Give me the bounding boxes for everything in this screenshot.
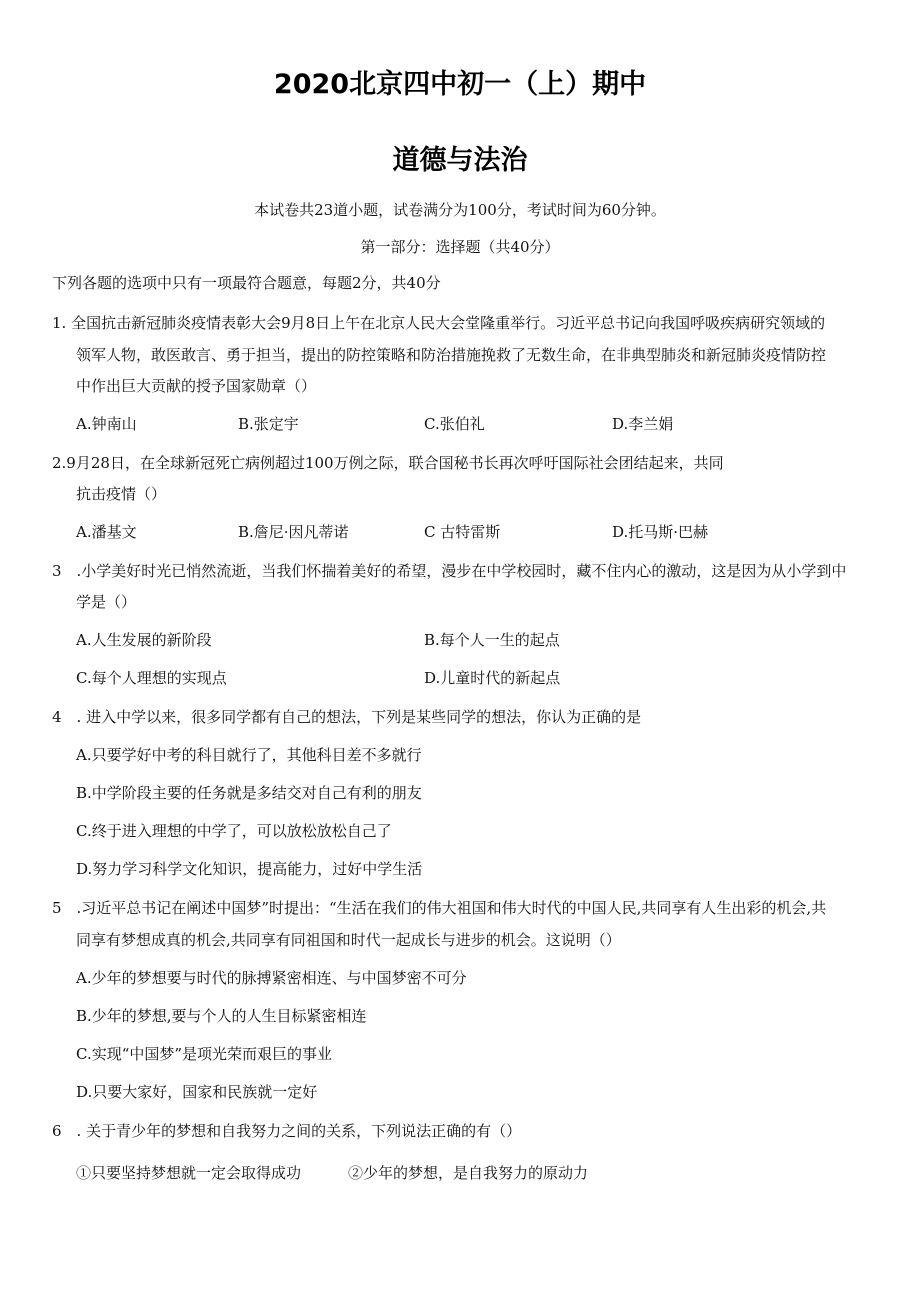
option-a: A.钟南山	[76, 415, 137, 433]
part-heading: 第一部分：选择题（共40分）	[360, 238, 560, 256]
question-line: 1. 全国抗击新冠肺炎疫情表彰大会9月8日上午在北京人民大会堂隆重举行。习近平总书记向我国呼吸疾病研究领域的	[52, 314, 826, 332]
option-d: D.李兰娟	[612, 415, 674, 433]
option-a: A.少年的梦想要与时代的脉搏紧密相连、与中国梦密不可分	[76, 969, 467, 987]
statement-2: ②少年的梦想，是自我努力的原动力	[348, 1164, 589, 1182]
option-d: D.托马斯·巴赫	[612, 523, 709, 541]
option-a: A.人生发展的新阶段	[76, 631, 212, 649]
option-d: D.努力学习科学文化知识，提高能力，过好中学生活	[76, 860, 423, 878]
exam-note: 本试卷共23道小题，试卷满分为100分，考试时间为60分钟。	[254, 201, 666, 219]
question-line: 抗击疫情（）	[76, 485, 167, 503]
option-c: C.终于进入理想的中学了，可以放松放松自己了	[76, 822, 392, 840]
question-line: 5 .习近平总书记在阐述中国梦”时提出：“生活在我们的伟大祖国和伟大时代的中国人民,共同享有人生出彩的机会,共	[52, 899, 827, 917]
option-b: B.每个人一生的起点	[424, 631, 560, 649]
option-c: C.实现“中国梦”是项光荣而艰巨的事业	[76, 1045, 333, 1063]
question-line: 学是（）	[76, 593, 137, 611]
instruction: 下列各题的选项中只有一项最符合题意，每题2分，共40分	[52, 274, 441, 292]
question-line: 领军人物，敢医敢言、勇于担当，提出的防控策略和防治措施挽救了无数生命，在非典型肺炎和新冠肺炎疫情防控	[76, 346, 827, 364]
question-line: 3 .小学美好时光已悄然流逝，当我们怀揣着美好的希望，漫步在中学校园时，藏不住内心的激动，这是因为从小学到中	[52, 562, 847, 580]
question-line: 4 . 进入中学以来，很多同学都有自己的想法，下列是某些同学的想法，你认为正确的是	[52, 708, 642, 726]
statement-1: ①只要坚持梦想就一定会取得成功	[76, 1164, 302, 1182]
option-d: D.只要大家好，国家和民族就一定好	[76, 1083, 318, 1101]
option-a: A.只要学好中考的科目就行了，其他科目差不多就行	[76, 746, 422, 764]
option-c: C.每个人理想的实现点	[76, 669, 227, 687]
question-line: 同享有梦想成真的机会,共同享有同祖国和时代一起成长与进步的机会。这说明（）	[76, 931, 621, 949]
option-c: C.张伯礼	[424, 415, 485, 433]
question-line: 2.9月28日，在全球新冠死亡病例超过100万例之际，联合国秘书长再次呼吁国际社会团结起来，共同	[52, 454, 724, 472]
option-c: C 古特雷斯	[424, 523, 501, 541]
option-a: A.潘基文	[76, 523, 137, 541]
option-d: D.儿童时代的新起点	[424, 669, 561, 687]
question-line: 6 . 关于青少年的梦想和自我努力之间的关系，下列说法正确的有（）	[52, 1122, 522, 1140]
option-b: B.中学阶段主要的任务就是多结交对自己有利的朋友	[76, 784, 422, 802]
question-line: 中作出巨大贡献的授予国家勋章（）	[76, 377, 317, 395]
exam-title: 2020北京四中初一（上）期中	[273, 69, 647, 100]
option-b: B.张定宇	[238, 415, 299, 433]
option-b: B.少年的梦想,要与个人的人生目标紧密相连	[76, 1007, 367, 1025]
subject-title: 道德与法治	[392, 145, 528, 176]
option-b: B.詹尼·因凡蒂诺	[238, 523, 349, 541]
